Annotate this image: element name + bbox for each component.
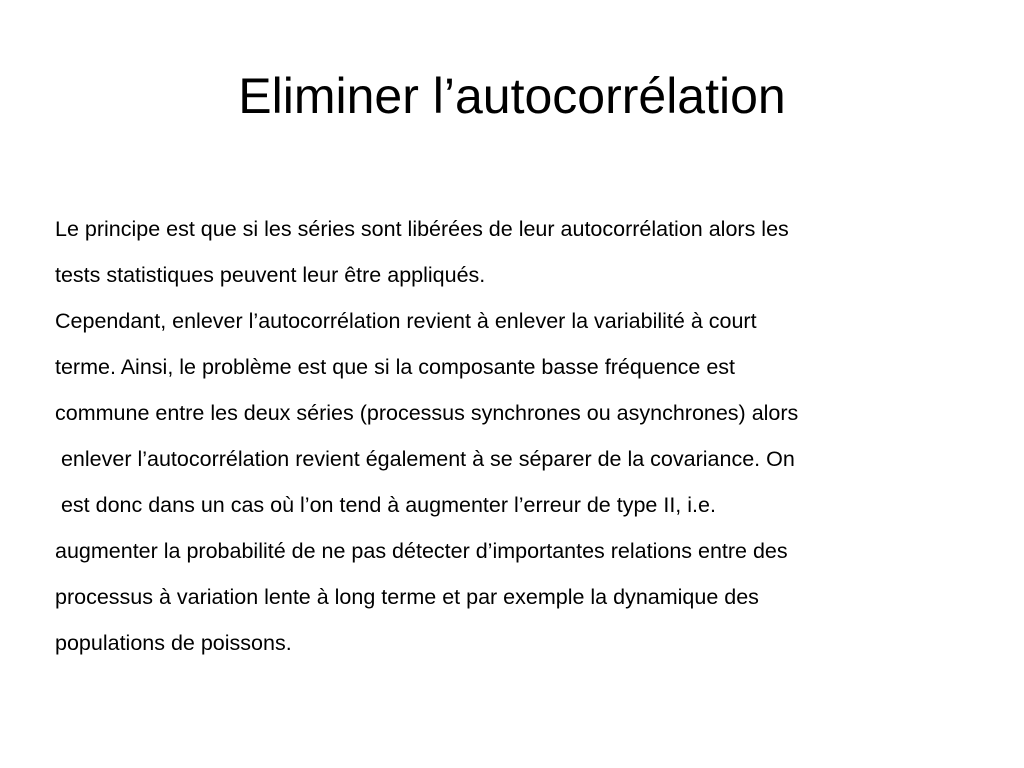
body-line: terme. Ainsi, le problème est que si la composante basse fréquence est [55,355,736,379]
body-line: tests statistiques peuvent leur être appliqués. [55,263,486,287]
slide-body [55,206,995,666]
body-line: augmenter la probabilité de ne pas détecter d’importantes relations entre des [55,539,788,563]
body-line: enlever l’autocorrélation revient également à se séparer de la covariance. On [55,447,795,471]
body-line: Cependant, enlever l’autocorrélation revient à enlever la variabilité à court [55,309,757,333]
body-line: Le principe est que si les séries sont libérées de leur autocorrélation alors les [55,217,789,241]
body-line: est donc dans un cas où l’on tend à augmenter l’erreur de type II, i.e. [55,493,716,517]
body-line: populations de poissons. [55,631,292,655]
body-line: commune entre les deux séries (processus synchrones ou asynchrones) alors [55,401,799,425]
slide-title: Eliminer l’autocorrélation [238,68,786,124]
body-line: processus à variation lente à long terme et par exemple la dynamique des [55,585,759,609]
